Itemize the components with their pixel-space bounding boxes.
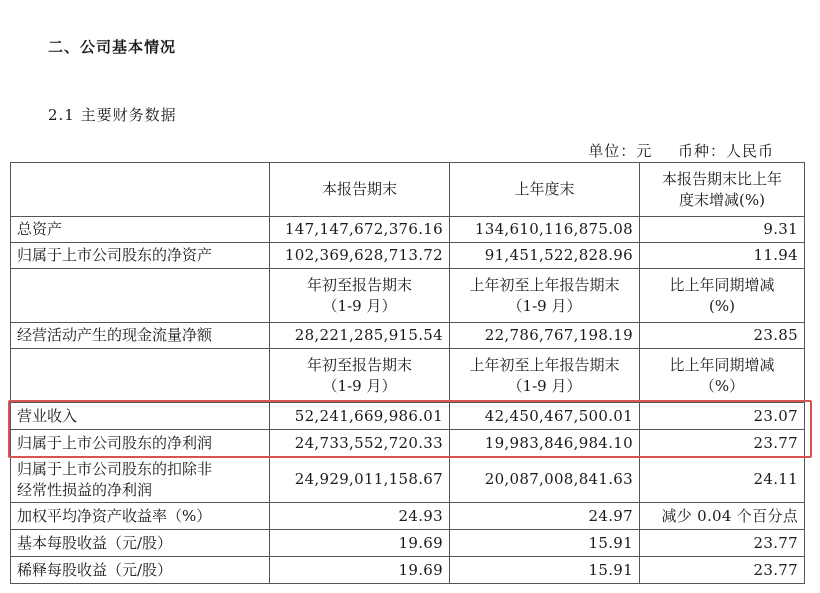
row-value-3: 23.85	[640, 323, 805, 349]
row-value-1: 28,221,285,915.54	[270, 323, 450, 349]
row-label-line2: 经常性损益的净利润	[17, 480, 153, 499]
row-value-2: 91,451,522,828.96	[450, 243, 640, 269]
subheader-col1-line2: （1-9 月）	[322, 296, 397, 315]
table-row	[11, 530, 805, 557]
row-value-1: 19.69	[270, 530, 450, 557]
row-value-2: 15.91	[450, 530, 640, 557]
unit-line	[568, 140, 774, 161]
header-empty-cell	[11, 163, 270, 217]
header-col3-line1: 本报告期末比上年	[661, 169, 782, 188]
subheader-col3-line1: 比上年同期增减	[669, 355, 775, 374]
subheader-col2-line2: （1-9 月）	[507, 296, 582, 315]
table-row	[11, 557, 805, 584]
header-col1: 本报告期末	[270, 163, 450, 217]
subheader-col3-line2: （%）	[699, 376, 745, 395]
row-label: 基本每股收益（元/股）	[11, 530, 270, 557]
table-subheader-row	[11, 269, 805, 323]
subheader-empty-cell	[11, 349, 270, 403]
row-value-1: 19.69	[270, 557, 450, 584]
subheader-col1	[270, 349, 450, 403]
row-value-1: 147,147,672,376.16	[270, 217, 450, 243]
row-value-3: 23.07	[640, 403, 805, 430]
row-label: 稀释每股收益（元/股）	[11, 557, 270, 584]
row-value-2: 134,610,116,875.08	[450, 217, 640, 243]
row-value-3: 9.31	[640, 217, 805, 243]
table-header-row	[11, 163, 805, 217]
row-label: 总资产	[11, 217, 270, 243]
row-value-2: 19,983,846,984.10	[450, 430, 640, 457]
row-value-1: 24,929,011,158.67	[270, 457, 450, 503]
table-subheader-row	[11, 349, 805, 403]
row-value-3: 23.77	[640, 530, 805, 557]
subheader-empty-cell	[11, 269, 270, 323]
table-row	[11, 217, 805, 243]
row-label: 归属于上市公司股东的净利润	[11, 430, 270, 457]
section-title: 二、公司基本情况	[48, 38, 177, 56]
table-row	[11, 457, 805, 503]
header-col3-line2: 度末增减(%)	[679, 190, 765, 209]
row-value-2: 15.91	[450, 557, 640, 584]
row-value-2: 42,450,467,500.01	[450, 403, 640, 430]
currency-label: 币种：人民币	[677, 142, 774, 160]
subheader-col1	[270, 269, 450, 323]
row-label: 加权平均净资产收益率（%）	[11, 503, 270, 530]
row-label-line1: 归属于上市公司股东的扣除非	[17, 459, 213, 478]
subheader-col2	[450, 269, 640, 323]
row-value-2: 24.97	[450, 503, 640, 530]
sub-title: 2.1 主要财务数据	[48, 106, 177, 124]
row-value-3: 24.11	[640, 457, 805, 503]
subheader-col2-line2: （1-9 月）	[507, 376, 582, 395]
financial-data-table	[10, 162, 805, 584]
header-col3	[640, 163, 805, 217]
subheader-col3-line1: 比上年同期增减	[669, 275, 775, 294]
row-label	[11, 457, 270, 503]
header-col2: 上年度末	[450, 163, 640, 217]
unit-label: 单位：元	[588, 142, 653, 160]
subheader-col1-line1: 年初至报告期末	[306, 355, 412, 374]
table-row	[11, 503, 805, 530]
row-value-2: 20,087,008,841.63	[450, 457, 640, 503]
subheader-col2-line1: 上年初至上年报告期末	[469, 355, 620, 374]
subheader-col2-line1: 上年初至上年报告期末	[469, 275, 620, 294]
row-label: 经营活动产生的现金流量净额	[11, 323, 270, 349]
row-value-1: 102,369,628,713.72	[270, 243, 450, 269]
row-label: 营业收入	[11, 403, 270, 430]
subheader-col1-line2: （1-9 月）	[322, 376, 397, 395]
row-label: 归属于上市公司股东的净资产	[11, 243, 270, 269]
table-row	[11, 430, 805, 457]
row-value-1: 24,733,552,720.33	[270, 430, 450, 457]
row-value-3: 减少 0.04 个百分点	[640, 503, 805, 530]
subheader-col2	[450, 349, 640, 403]
row-value-3: 23.77	[640, 430, 805, 457]
subheader-col3-line2: (%)	[709, 296, 735, 315]
row-value-3: 23.77	[640, 557, 805, 584]
subheader-col1-line1: 年初至报告期末	[306, 275, 412, 294]
row-value-1: 52,241,669,986.01	[270, 403, 450, 430]
subheader-col3	[640, 269, 805, 323]
table-row	[11, 323, 805, 349]
row-value-3: 11.94	[640, 243, 805, 269]
subheader-col3	[640, 349, 805, 403]
row-value-2: 22,786,767,198.19	[450, 323, 640, 349]
row-value-1: 24.93	[270, 503, 450, 530]
table-row	[11, 243, 805, 269]
table-row	[11, 403, 805, 430]
